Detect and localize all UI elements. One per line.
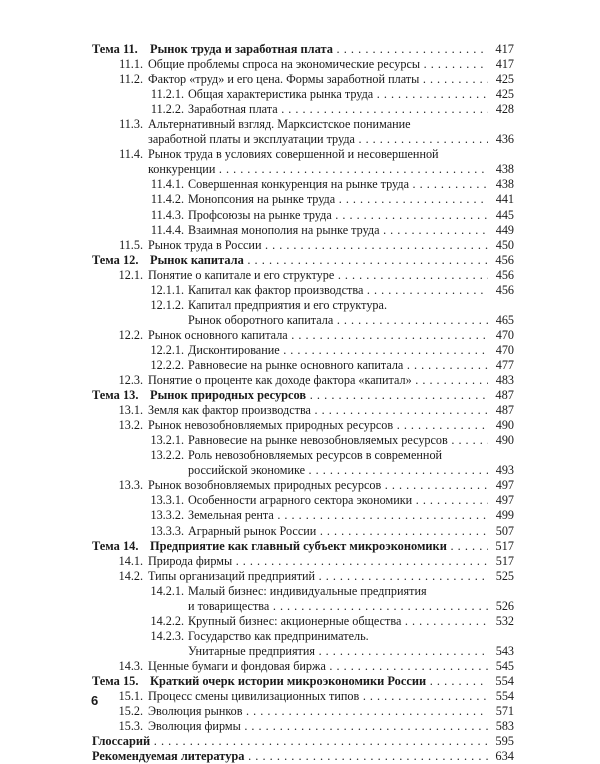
toc-entry-row — [92, 704, 514, 719]
toc-entry-title: Равновесие на рынке невозобновляемых ресурсов . . . — [188, 433, 488, 448]
toc-entry-title: Рынок труда в России . . . — [148, 238, 488, 253]
toc-entry-number: 11.3. — [119, 117, 143, 132]
toc-entry-page: 436 — [495, 132, 514, 147]
page-number: 6 — [91, 693, 99, 708]
toc-entry-number: 11.4. — [119, 147, 143, 162]
toc-entry-number: Тема 14. — [92, 538, 139, 553]
toc-entry-page: 487 — [495, 403, 514, 418]
toc-entry-page: 449 — [495, 222, 514, 237]
toc-entry-page: 497 — [495, 493, 514, 508]
toc-entry-title: Земельная рента . . . — [188, 508, 488, 523]
toc-entry-title: Предприятие как главный субъект микроэкономики . . . — [150, 539, 488, 554]
toc-entry-row — [92, 508, 514, 523]
toc-entry-page: 571 — [495, 704, 514, 719]
toc-entry-number: 12.3. — [118, 373, 143, 388]
toc-entry-title: Рынок оборотного капитала . . . — [188, 313, 488, 328]
toc-entry-page: 438 — [495, 162, 514, 177]
toc-entry-number: 12.2. — [118, 327, 143, 342]
toc-entry-page: 545 — [495, 658, 514, 673]
toc-entry-title: Общие проблемы спроса на экономические ресурсы . . . — [148, 57, 488, 72]
toc-entry-title: Монопсония на рынке труда . . . — [188, 192, 488, 207]
toc-entry-row — [92, 298, 514, 313]
toc-entry-title: Рынок возобновляемых природных ресурсов . . . — [148, 478, 488, 493]
toc-entry-number: 13.1. — [118, 403, 143, 418]
toc-entry-title: Рынок капитала . . . — [150, 253, 488, 268]
toc-chapter-row — [92, 388, 514, 403]
toc-entry-number: 12.1.2. — [150, 297, 184, 312]
toc-entry-row — [92, 87, 514, 102]
toc-entry-page: 425 — [495, 72, 514, 87]
toc-entry-page: 583 — [495, 719, 514, 734]
toc-entry-row — [92, 313, 514, 328]
toc-entry-title: Крупный бизнес: акционерные общества . . . — [188, 614, 488, 629]
toc-entry-title: Краткий очерк истории микроэкономики России . . . — [150, 674, 488, 689]
toc-entry-number: 14.2.1. — [150, 583, 184, 598]
toc-entry-title: Заработная плата . . . — [188, 102, 488, 117]
toc-chapter-row — [92, 42, 514, 57]
toc-entry-row — [92, 614, 514, 629]
toc-entry-page: 634 — [495, 749, 514, 764]
toc-entry-row — [92, 478, 514, 493]
toc-entry-row — [92, 72, 514, 87]
toc-entry-number: 12.1.1. — [150, 282, 184, 297]
toc-entry-number: 11.2. — [119, 72, 143, 87]
toc-entry-page: 456 — [495, 267, 514, 282]
toc-entry-title: Альтернативный взгляд. Марксистское понимание — [148, 117, 411, 132]
toc-entry-page: 477 — [495, 357, 514, 372]
toc-entry-title: Дисконтирование . . . — [188, 343, 488, 358]
toc-entry-title: Особенности аграрного сектора экономики . . . — [188, 493, 488, 508]
toc-entry-row — [92, 328, 514, 343]
toc-entry-title: Природа фирмы . . . — [148, 554, 488, 569]
toc-entry-page: 417 — [495, 57, 514, 72]
toc-entry-number: 14.3. — [118, 658, 143, 673]
toc-entry-page: 493 — [495, 463, 514, 478]
toc-entry-page: 470 — [495, 327, 514, 342]
toc-entry-number: 11.2.1. — [150, 87, 184, 102]
toc-entry-page: 532 — [495, 613, 514, 628]
toc-entry-number: 11.4.4. — [150, 222, 184, 237]
toc-entry-row — [92, 238, 514, 253]
toc-entry-row — [92, 162, 514, 177]
toc-entry-number: 11.1. — [119, 57, 143, 72]
toc-entry-number: 13.3.2. — [150, 508, 184, 523]
toc-entry-number: 15.2. — [118, 704, 143, 719]
toc-entry-title: Рынок природных ресурсов . . . — [150, 388, 488, 403]
toc-entry-row — [92, 132, 514, 147]
toc-entry-title: Процесс смены цивилизационных типов . . . — [148, 689, 488, 704]
toc-entry-page: 595 — [495, 734, 514, 749]
toc-entry-title: Равновесие на рынке основного капитала . . . — [188, 358, 488, 373]
toc-entry-title: Взаимная монополия на рынке труда . . . — [188, 223, 488, 238]
toc-entry-row — [92, 689, 514, 704]
toc-entry-title: Рынок труда и заработная плата . . . — [150, 42, 488, 57]
toc-entry-number: 14.1. — [118, 553, 143, 568]
toc-entry-row — [92, 177, 514, 192]
toc-entry-title: и товарищества . . . — [188, 599, 488, 614]
toc-entry-row — [92, 343, 514, 358]
toc-chapter-row — [92, 674, 514, 689]
toc-entry-page: 554 — [495, 673, 514, 688]
toc-entry-page: 487 — [495, 388, 514, 403]
table-of-contents — [92, 42, 514, 764]
toc-entry-row — [92, 584, 514, 599]
toc-entry-number: 11.4.1. — [150, 177, 184, 192]
toc-entry-number: 13.3.3. — [150, 523, 184, 538]
toc-entry-row — [92, 373, 514, 388]
toc-entry-row — [92, 192, 514, 207]
toc-entry-title: Общая характеристика рынка труда . . . — [188, 87, 488, 102]
toc-entry-number: 13.2.1. — [150, 433, 184, 448]
toc-entry-row — [92, 358, 514, 373]
toc-entry-page: 425 — [495, 87, 514, 102]
toc-entry-page: 497 — [495, 478, 514, 493]
toc-entry-row — [92, 463, 514, 478]
toc-entry-page: 470 — [495, 342, 514, 357]
toc-entry-number: Тема 13. — [92, 388, 139, 403]
toc-entry-row — [92, 418, 514, 433]
toc-entry-row — [92, 448, 514, 463]
toc-entry-title: Рекомендуемая литература . . . — [92, 749, 488, 764]
toc-entry-page: 554 — [495, 689, 514, 704]
toc-entry-title: Совершенная конкуренция на рынке труда . . . — [188, 177, 488, 192]
toc-entry-number: 14.2.3. — [150, 628, 184, 643]
toc-entry-page: 456 — [495, 252, 514, 267]
toc-entry-title: Малый бизнес: индивидуальные предприятия — [188, 583, 427, 598]
toc-entry-title: Глоссарий . . . — [92, 734, 488, 749]
toc-entry-row — [92, 57, 514, 72]
toc-entry-title: Земля как фактор производства . . . — [148, 403, 488, 418]
toc-entry-number: 13.2.2. — [150, 448, 184, 463]
toc-entry-title: Эволюция рынков . . . — [148, 704, 488, 719]
toc-entry-page: 543 — [495, 643, 514, 658]
toc-entry-page: 490 — [495, 418, 514, 433]
toc-entry-number: 11.4.2. — [150, 192, 184, 207]
toc-entry-number: 15.3. — [118, 719, 143, 734]
toc-entry-number: 11.4.3. — [150, 207, 184, 222]
toc-entry-page: 417 — [495, 42, 514, 56]
toc-entry-title: Понятие о проценте как доходе фактора «капитал» . . . — [148, 373, 488, 388]
toc-entry-page: 525 — [495, 568, 514, 583]
toc-entry-row — [92, 433, 514, 448]
toc-entry-row — [92, 117, 514, 132]
toc-entry-row — [92, 599, 514, 614]
toc-entry-number: 14.2. — [118, 568, 143, 583]
toc-entry-row — [92, 403, 514, 418]
toc-entry-row — [92, 749, 514, 764]
toc-entry-page: 428 — [495, 102, 514, 117]
toc-entry-page: 456 — [495, 282, 514, 297]
toc-entry-number: 12.2.1. — [150, 342, 184, 357]
toc-entry-number: Тема 11. — [92, 42, 138, 56]
toc-entry-row — [92, 629, 514, 644]
toc-entry-row — [92, 524, 514, 539]
toc-entry-number: 14.2.2. — [150, 613, 184, 628]
toc-entry-page: 450 — [495, 237, 514, 252]
toc-entry-title: Унитарные предприятия . . . — [188, 644, 488, 659]
toc-entry-row — [92, 223, 514, 238]
toc-entry-title: российской экономике . . . — [188, 463, 488, 478]
toc-entry-title: Роль невозобновляемых ресурсов в современной — [188, 448, 443, 463]
toc-entry-row — [92, 283, 514, 298]
toc-entry-title: Государство как предприниматель. — [188, 628, 369, 643]
toc-entry-number: 13.3.1. — [150, 493, 184, 508]
toc-entry-row — [92, 734, 514, 749]
toc-entry-title: Эволюция фирмы . . . — [148, 719, 488, 734]
toc-entry-row — [92, 644, 514, 659]
toc-entry-title: Аграрный рынок России . . . — [188, 524, 488, 539]
toc-entry-title: Рынок невозобновляемых природных ресурсов . . . — [148, 418, 488, 433]
toc-entry-page: 499 — [495, 508, 514, 523]
toc-entry-page: 517 — [495, 538, 514, 553]
toc-entry-number: 12.1. — [118, 267, 143, 282]
toc-entry-page: 526 — [495, 598, 514, 613]
toc-entry-page: 483 — [495, 373, 514, 388]
toc-entry-page: 465 — [495, 312, 514, 327]
toc-entry-row — [92, 147, 514, 162]
toc-entry-page: 441 — [495, 192, 514, 207]
toc-entry-number: 13.2. — [118, 418, 143, 433]
toc-entry-title: Ценные бумаги и фондовая биржа . . . — [148, 659, 488, 674]
toc-entry-page: 490 — [495, 433, 514, 448]
toc-entry-number: 15.1. — [118, 689, 143, 704]
toc-entry-title: Типы организаций предприятий . . . — [148, 569, 488, 584]
toc-entry-title: Рынок труда в условиях совершенной и несовершенной — [148, 147, 439, 162]
toc-entry-title: Рынок основного капитала . . . — [148, 328, 488, 343]
toc-entry-row — [92, 569, 514, 584]
toc-entry-row — [92, 719, 514, 734]
toc-entry-row — [92, 268, 514, 283]
toc-entry-title: Капитал как фактор производства . . . — [188, 283, 488, 298]
toc-entry-number: 13.3. — [118, 478, 143, 493]
toc-entry-title: конкуренции . . . — [148, 162, 488, 177]
toc-entry-number: Тема 12. — [92, 252, 139, 267]
toc-entry-number: 11.2.2. — [150, 102, 184, 117]
toc-entry-number: 11.5. — [119, 237, 143, 252]
toc-chapter-row — [92, 253, 514, 268]
toc-entry-row — [92, 659, 514, 674]
toc-entry-page: 438 — [495, 177, 514, 192]
toc-entry-row — [92, 102, 514, 117]
toc-entry-title: Фактор «труд» и его цена. Формы заработной платы . . . — [148, 72, 488, 87]
toc-entry-number: 12.2.2. — [150, 357, 184, 372]
toc-entry-number: Тема 15. — [92, 673, 139, 688]
toc-entry-title: заработной платы и эксплуатации труда . . . — [148, 132, 488, 147]
toc-entry-title: Капитал предприятия и его структура. — [188, 297, 387, 312]
toc-entry-page: 517 — [495, 553, 514, 568]
toc-entry-page: 445 — [495, 207, 514, 222]
toc-entry-page: 507 — [495, 523, 514, 538]
toc-chapter-row — [92, 539, 514, 554]
toc-entry-title: Понятие о капитале и его структуре . . . — [148, 268, 488, 283]
toc-entry-row — [92, 554, 514, 569]
toc-entry-row — [92, 493, 514, 508]
toc-entry-row — [92, 208, 514, 223]
toc-entry-title: Профсоюзы на рынке труда . . . — [188, 208, 488, 223]
